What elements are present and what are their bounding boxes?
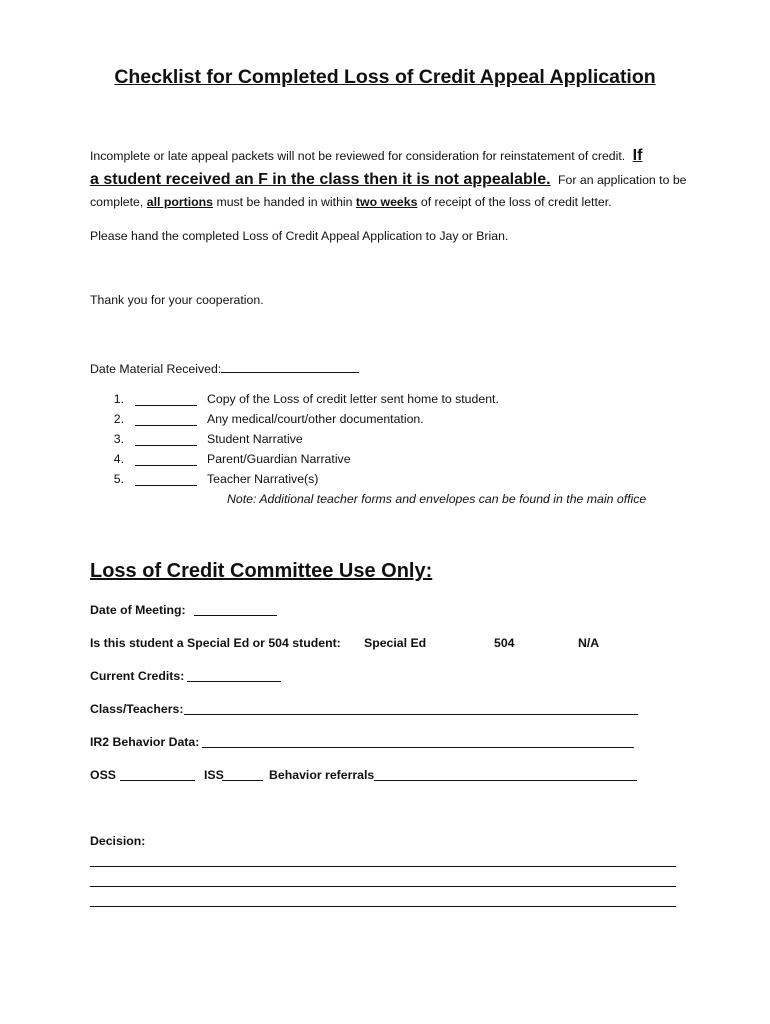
intro-line-1 bbox=[90, 147, 642, 165]
option-na[interactable]: N/A bbox=[578, 636, 600, 650]
intro-text-d: complete, bbox=[90, 195, 144, 209]
intro-all-portions: all portions bbox=[146, 195, 214, 209]
current-credits-label: Current Credits: bbox=[90, 669, 185, 683]
intro-text-a: Incomplete or late appeal packets will not be reviewed for consideration for reinstatement of credit. bbox=[90, 149, 626, 163]
checklist-item: Parent/Guardian Narrative bbox=[207, 452, 351, 466]
checklist-blank[interactable] bbox=[135, 445, 197, 446]
decision-line[interactable] bbox=[90, 906, 676, 907]
checklist-item: Any medical/court/other documentation. bbox=[207, 412, 424, 426]
intro-text-c: For an application to be bbox=[558, 173, 687, 187]
class-teachers-blank[interactable] bbox=[184, 714, 638, 715]
checklist-blank[interactable] bbox=[135, 465, 197, 466]
decision-label: Decision: bbox=[90, 834, 146, 848]
iss-blank[interactable] bbox=[222, 780, 263, 781]
intro-text-f: of receipt of the loss of credit letter. bbox=[420, 195, 612, 209]
checklist-number: 4. bbox=[113, 452, 124, 466]
checklist-number: 2. bbox=[113, 412, 124, 426]
committee-heading: Loss of Credit Committee Use Only: bbox=[90, 560, 433, 582]
option-504[interactable]: 504 bbox=[494, 636, 515, 650]
intro-two-weeks: two weeks bbox=[355, 195, 418, 209]
ir2-behavior-label: IR2 Behavior Data: bbox=[90, 735, 200, 749]
intro-text-e: must be handed in within bbox=[216, 195, 353, 209]
decision-line[interactable] bbox=[90, 886, 676, 887]
date-received-field bbox=[90, 360, 359, 376]
option-special-ed[interactable]: Special Ed bbox=[364, 636, 427, 650]
ir2-behavior-blank[interactable] bbox=[202, 747, 634, 748]
special-ed-question: Is this student a Special Ed or 504 student: bbox=[90, 636, 341, 650]
current-credits-blank[interactable] bbox=[187, 681, 281, 682]
intro-thanks: Thank you for your cooperation. bbox=[90, 293, 264, 307]
intro-not-appealable: a student received an F in the class then it is not appealable. bbox=[90, 171, 551, 188]
checklist-item: Student Narrative bbox=[207, 432, 303, 446]
checklist-number: 1. bbox=[113, 392, 124, 406]
date-of-meeting-label: Date of Meeting: bbox=[90, 603, 186, 617]
behavior-referrals-label: Behavior referrals bbox=[269, 768, 375, 782]
checklist-blank[interactable] bbox=[135, 485, 197, 486]
date-received-label: Date Material Received: bbox=[90, 362, 222, 376]
oss-label: OSS bbox=[90, 768, 116, 782]
iss-label: ISS bbox=[204, 768, 224, 782]
oss-blank[interactable] bbox=[120, 780, 195, 781]
decision-line[interactable] bbox=[90, 866, 676, 867]
checklist-item: Copy of the Loss of credit letter sent home to student. bbox=[207, 392, 499, 406]
intro-line-2 bbox=[90, 171, 687, 189]
checklist-blank[interactable] bbox=[135, 405, 197, 406]
class-teachers-label: Class/Teachers: bbox=[90, 702, 184, 716]
behavior-referrals-blank[interactable] bbox=[374, 780, 637, 781]
date-of-meeting-blank[interactable] bbox=[194, 615, 277, 616]
date-received-blank[interactable] bbox=[221, 360, 359, 373]
page-title: Checklist for Completed Loss of Credit Appeal Application bbox=[114, 66, 656, 88]
office-note: Note: Additional teacher forms and envelopes can be found in the main office bbox=[227, 492, 647, 506]
intro-hand-in: Please hand the completed Loss of Credit Appeal Application to Jay or Brian. bbox=[90, 229, 509, 243]
checklist-number: 3. bbox=[113, 432, 124, 446]
checklist-number: 5. bbox=[113, 472, 124, 486]
intro-line-3 bbox=[90, 195, 612, 209]
checklist-blank[interactable] bbox=[135, 425, 197, 426]
intro-if: If bbox=[632, 147, 643, 164]
checklist-item: Teacher Narrative(s) bbox=[207, 472, 319, 486]
